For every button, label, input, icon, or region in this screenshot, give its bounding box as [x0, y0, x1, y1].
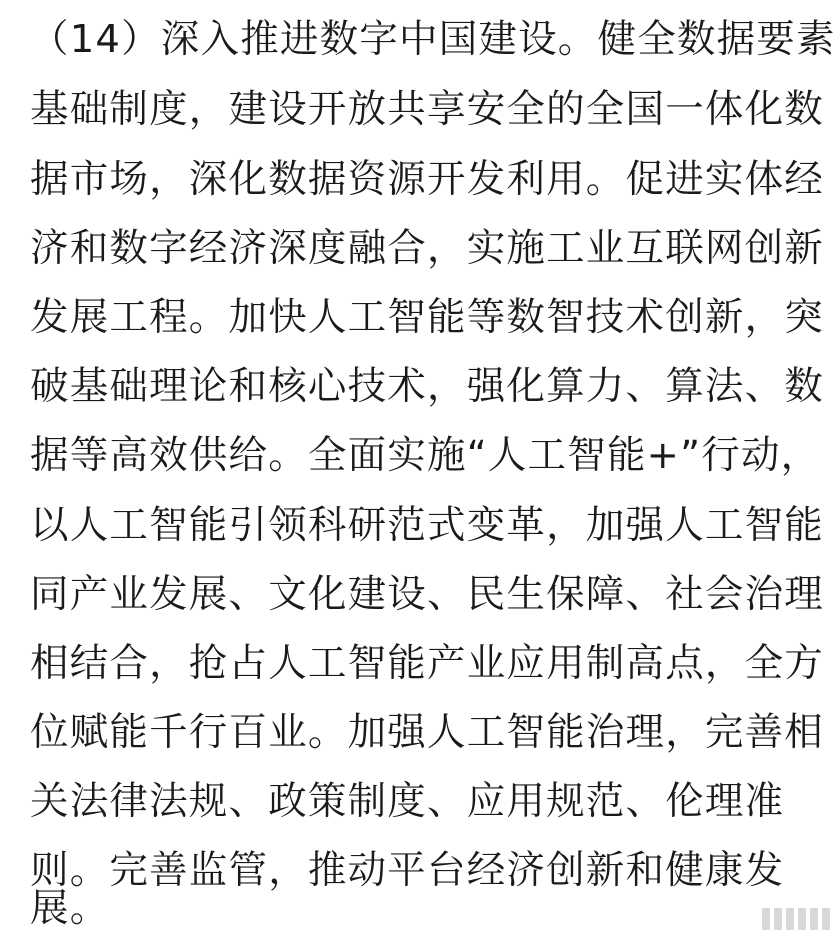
watermark-bar — [762, 908, 770, 930]
watermark-bar — [810, 908, 818, 930]
text-line: 以人工智能引领科研范式变革，加强人工智能 — [30, 503, 825, 548]
watermark-icon — [762, 908, 830, 930]
text-line: 展。 — [30, 886, 110, 931]
text-line: 破基础理论和核心技术，强化算力、算法、数 — [30, 364, 825, 409]
text-line: 据市场，深化数据资源开发利用。促进实体经 — [30, 157, 825, 202]
text-line: 同产业发展、文化建设、民生保障、社会治理 — [30, 572, 825, 617]
text-line: （14）深入推进数字中国建设。健全数据要素 — [30, 17, 836, 62]
watermark-bar — [822, 908, 830, 930]
text-line: 关法律法规、政策制度、应用规范、伦理准 — [30, 779, 785, 824]
text-line: 相结合，抢占人工智能产业应用制高点，全方 — [30, 641, 825, 686]
watermark-bar — [798, 908, 806, 930]
watermark-bar — [774, 908, 782, 930]
text-line: 济和数字经济深度融合，实施工业互联网创新 — [30, 226, 825, 271]
text-line: 位赋能千行百业。加强人工智能治理，完善相 — [30, 710, 825, 755]
text-line: 基础制度，建设开放共享安全的全国一体化数 — [30, 87, 825, 132]
text-line: 则。完善监管，推动平台经济创新和健康发 — [30, 848, 785, 893]
watermark-bar — [786, 908, 794, 930]
text-line: 发展工程。加快人工智能等数智技术创新，突 — [30, 295, 825, 340]
text-line: 据等高效供给。全面实施“人工智能+”行动， — [30, 433, 821, 478]
